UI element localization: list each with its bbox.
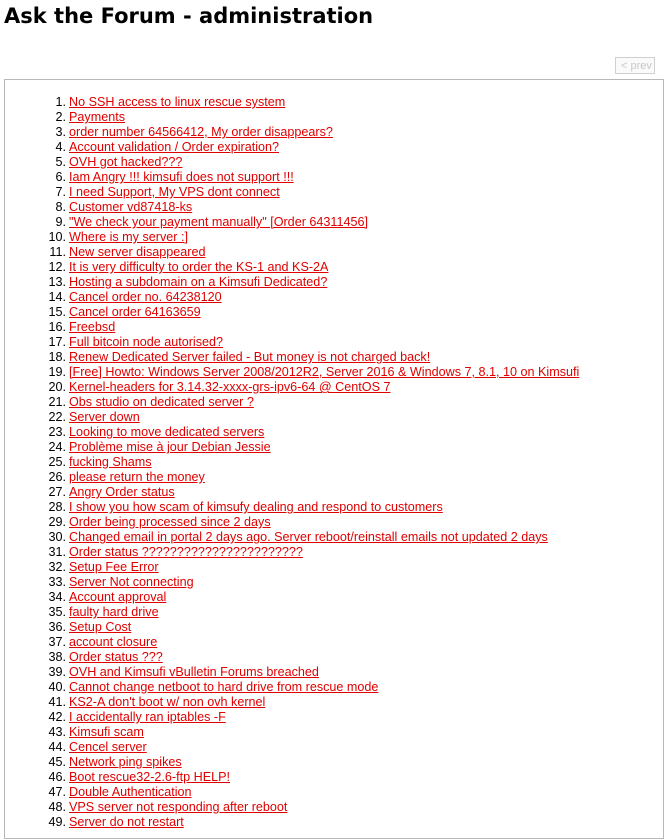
topic-list-item: [69, 125, 579, 140]
topic-list-item: [69, 800, 579, 815]
topic-link[interactable]: Renew Dedicated Server failed - But money is not charged back!: [69, 350, 431, 364]
topic-list-item: [69, 425, 579, 440]
topic-link[interactable]: Order being processed since 2 days: [69, 515, 271, 529]
topic-link[interactable]: Setup Cost: [69, 620, 132, 634]
topic-link[interactable]: Cencel server: [69, 740, 147, 754]
topic-link[interactable]: No SSH access to linux rescue system: [69, 95, 286, 109]
topic-link[interactable]: Order status ???: [69, 650, 163, 664]
topic-link[interactable]: Account approval: [69, 590, 167, 604]
topic-link[interactable]: Double Authentication: [69, 785, 192, 799]
topic-list-item: [69, 695, 579, 710]
topic-link[interactable]: Cancel order 64163659: [69, 305, 201, 319]
topic-link[interactable]: Server do not restart: [69, 815, 184, 829]
topic-list-item: [69, 110, 579, 125]
topic-link[interactable]: I need Support, My VPS dont connect: [69, 185, 280, 199]
topic-list-item: [69, 455, 579, 470]
topic-list-item: [69, 500, 579, 515]
topic-list-item: [69, 440, 579, 455]
topic-link[interactable]: Looking to move dedicated servers: [69, 425, 265, 439]
topic-link[interactable]: Freebsd: [69, 320, 116, 334]
topic-list-item: [69, 470, 579, 485]
topic-list-item: [69, 290, 579, 305]
topic-link[interactable]: Iam Angry !!! kimsufi does not support !!!: [69, 170, 294, 184]
topic-link[interactable]: New server disappeared: [69, 245, 206, 259]
topic-link[interactable]: Kernel-headers for 3.14.32-xxxx-grs-ipv6-64 @ CentOS 7: [69, 380, 391, 394]
topic-link[interactable]: Server Not connecting: [69, 575, 194, 589]
topic-list-item: [69, 380, 579, 395]
topic-link[interactable]: account closure: [69, 635, 158, 649]
topic-list-item: [69, 740, 579, 755]
topic-link[interactable]: Obs studio on dedicated server ?: [69, 395, 254, 409]
topic-list-item: [69, 770, 579, 785]
topic-list-item: [69, 140, 579, 155]
topic-link[interactable]: Order status ???????????????????????: [69, 545, 303, 559]
topic-list-item: [69, 650, 579, 665]
topic-link[interactable]: order number 64566412, My order disappears?: [69, 125, 333, 139]
topic-list-item: [69, 590, 579, 605]
topic-link[interactable]: Angry Order status: [69, 485, 175, 499]
topic-link[interactable]: OVH got hacked???: [69, 155, 183, 169]
topic-list-item: [69, 635, 579, 650]
topic-list-item: [69, 560, 579, 575]
topic-link[interactable]: Customer vd87418-ks: [69, 200, 193, 214]
topic-list-item: [69, 155, 579, 170]
topic-list-item: [69, 260, 579, 275]
topic-link[interactable]: Changed email in portal 2 days ago. Server reboot/reinstall emails not updated 2 days: [69, 530, 548, 544]
topic-list-item: [69, 335, 579, 350]
topic-link[interactable]: Problème mise à jour Debian Jessie: [69, 440, 271, 454]
topic-list-item: [69, 95, 579, 110]
topic-link[interactable]: Hosting a subdomain on a Kimsufi Dedicated?: [69, 275, 328, 289]
topic-link[interactable]: OVH and Kimsufi vBulletin Forums breached: [69, 665, 319, 679]
topic-list-item: [69, 815, 579, 830]
prev-page-button[interactable]: < prev: [615, 57, 655, 74]
topic-link[interactable]: Boot rescue32-2.6-ftp HELP!: [69, 770, 231, 784]
topic-list-item: [69, 410, 579, 425]
topic-list-item: [69, 200, 579, 215]
topic-list-item: [69, 680, 579, 695]
topic-list-item: [69, 665, 579, 680]
topic-link[interactable]: I show you how scam of kimsufy dealing and respond to customers: [69, 500, 443, 514]
topic-link[interactable]: Network ping spikes: [69, 755, 182, 769]
topic-list-item: [69, 365, 579, 380]
topic-list-item: [69, 545, 579, 560]
topic-list-item: [69, 575, 579, 590]
topic-link[interactable]: fucking Shams: [69, 455, 152, 469]
topic-list-item: [69, 710, 579, 725]
topic-list-item: [69, 395, 579, 410]
topic-link[interactable]: Account validation / Order expiration?: [69, 140, 280, 154]
topic-link[interactable]: "We check your payment manually" [Order 64311456]: [69, 215, 368, 229]
topic-list-item: [69, 320, 579, 335]
topic-list-item: [69, 245, 579, 260]
topic-link[interactable]: Cancel order no. 64238120: [69, 290, 222, 304]
topic-link[interactable]: Cannot change netboot to hard drive from rescue mode: [69, 680, 379, 694]
topic-link[interactable]: Setup Fee Error: [69, 560, 159, 574]
topic-list-item: [69, 215, 579, 230]
topic-list-item: [69, 350, 579, 365]
topic-link[interactable]: please return the money: [69, 470, 205, 484]
topic-list-item: [69, 725, 579, 740]
topic-link[interactable]: [Free] Howto: Windows Server 2008/2012R2, Server 2016 & Windows 7, 8.1, 10 on Kimsufi: [69, 365, 580, 379]
topic-link[interactable]: It is very difficulty to order the KS-1 and KS-2A: [69, 260, 329, 274]
topic-list-item: [69, 230, 579, 245]
topic-list-item: [69, 755, 579, 770]
topic-list-item: [69, 170, 579, 185]
topic-link[interactable]: Payments: [69, 110, 125, 124]
topic-link[interactable]: faulty hard drive: [69, 605, 159, 619]
topic-link[interactable]: VPS server not responding after reboot: [69, 800, 288, 814]
topic-link[interactable]: Where is my server :]: [69, 230, 188, 244]
topic-list-item: [69, 785, 579, 800]
topic-link[interactable]: I accidentally ran iptables -F: [69, 710, 226, 724]
topic-list: [0, 95, 579, 830]
topic-list-item: [69, 605, 579, 620]
topic-list-item: [69, 305, 579, 320]
topic-link[interactable]: Kimsufi scam: [69, 725, 144, 739]
topic-list-item: [69, 530, 579, 545]
topic-list-item: [69, 185, 579, 200]
topic-link[interactable]: Server down: [69, 410, 140, 424]
topic-link[interactable]: Full bitcoin node autorised?: [69, 335, 224, 349]
topic-list-item: [69, 620, 579, 635]
topic-list-item: [69, 275, 579, 290]
page-title: Ask the Forum - administration: [4, 4, 374, 28]
topic-link[interactable]: KS2-A don't boot w/ non ovh kernel: [69, 695, 266, 709]
topic-list-item: [69, 485, 579, 500]
topic-list-item: [69, 515, 579, 530]
